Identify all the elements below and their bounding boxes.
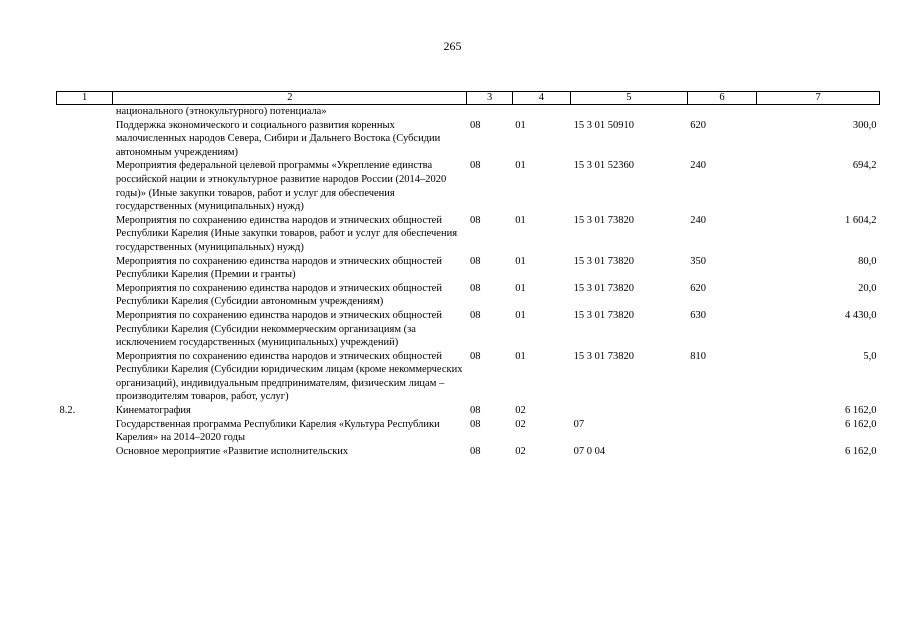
item-name-cell: Кинематография — [115, 405, 191, 417]
column-header: 4 — [512, 92, 570, 105]
expense-type-cell: 350 — [690, 255, 707, 267]
target-article-cell: 07 — [573, 418, 585, 430]
target-article-cell: 15 3 01 73820 — [573, 255, 634, 267]
target-article-cell: 15 3 01 73820 — [573, 282, 634, 294]
amount-cell: 80,0 — [858, 255, 877, 267]
expense-type-cell: 620 — [690, 119, 707, 131]
table-header-row — [57, 92, 880, 105]
item-name-cell: Мероприятия по сохранению единства народов и этнических общностей Республики Карелия (Иные закупки товаров, работ и услуг для обеспечения государственных (муниципальных) нужд) — [115, 214, 458, 253]
row-number-cell — [57, 282, 113, 309]
amount-cell — [757, 105, 880, 119]
row-number-cell — [57, 309, 113, 350]
section-code-cell: 08 — [469, 214, 481, 226]
expense-type-cell: 630 — [690, 309, 707, 321]
table-row — [57, 105, 880, 119]
expense-type-cell: 240 — [690, 160, 707, 172]
target-article-cell: 15 3 01 73820 — [573, 350, 634, 362]
target-article-cell: 15 3 01 73820 — [573, 214, 634, 226]
section-code-cell: 08 — [469, 418, 481, 430]
amount-cell: 694,2 — [852, 160, 877, 172]
expense-type-cell — [687, 404, 756, 418]
target-article-cell — [571, 105, 688, 119]
subsection-code-cell: 02 — [515, 445, 526, 457]
target-article-cell: 07 0 04 — [573, 445, 606, 457]
table-row — [57, 445, 880, 459]
section-code-cell: 08 — [469, 119, 481, 131]
table-row — [57, 350, 880, 404]
column-header: 1 — [57, 92, 113, 105]
section-code-cell: 08 — [469, 445, 481, 457]
subsection-code-cell: 01 — [515, 350, 526, 362]
row-number-cell — [57, 214, 113, 255]
subsection-code-cell: 01 — [515, 214, 526, 226]
amount-cell: 6 162,0 — [845, 405, 877, 417]
section-code-cell: 08 — [469, 309, 481, 321]
table-row — [57, 309, 880, 350]
subsection-code-cell: 01 — [515, 255, 526, 267]
expense-type-cell: 810 — [690, 350, 707, 362]
table-row — [57, 255, 880, 282]
column-header: 5 — [571, 92, 688, 105]
subsection-code-cell: 01 — [515, 160, 526, 172]
item-name-cell: Государственная программа Республики Карелия «Культура Республики Карелия» на 2014–2020 годы — [115, 418, 440, 444]
amount-cell: 1 604,2 — [845, 214, 877, 226]
expense-type-cell: 240 — [690, 214, 707, 226]
table-row — [57, 214, 880, 255]
row-number-cell — [57, 255, 113, 282]
row-number-cell — [57, 350, 113, 404]
amount-cell: 20,0 — [858, 282, 877, 294]
item-name-cell: Мероприятия по сохранению единства народов и этнических общностей Республики Карелия (Субсидии юридическим лицам (кроме некоммерческих организаций), индивидуальным предпринимателям, физическим лицам – производителям товаров, работ, услуг) — [115, 350, 463, 403]
amount-cell: 6 162,0 — [845, 418, 877, 430]
subsection-code-cell: 01 — [515, 282, 526, 294]
page-number: 265 — [443, 39, 462, 53]
expense-type-cell — [687, 445, 756, 459]
row-number-cell — [57, 159, 113, 213]
column-header: 2 — [113, 92, 467, 105]
column-header: 7 — [757, 92, 880, 105]
item-name-cell: Мероприятия федеральной целевой программы «Укрепление единства российской нации и этнокультурное развитие народов России (2014–2020 годы)» (Иные закупки товаров, работ и услуг для обеспечения государственных (муниципальных) нужд) — [115, 160, 447, 213]
section-code-cell: 08 — [469, 255, 481, 267]
amount-cell: 300,0 — [852, 119, 877, 131]
row-number-cell: 8.2. — [59, 405, 76, 417]
row-number-cell — [57, 119, 113, 160]
expense-type-cell — [687, 105, 756, 119]
section-code-cell — [467, 105, 512, 119]
item-name-cell: Мероприятия по сохранению единства народов и этнических общностей Республики Карелия (Субсидии автономным учреждениям) — [115, 282, 442, 308]
column-header: 3 — [467, 92, 512, 105]
amount-cell: 4 430,0 — [845, 309, 877, 321]
table-row — [57, 159, 880, 213]
table-row — [57, 282, 880, 309]
subsection-code-cell — [512, 105, 570, 119]
item-name-cell: Основное мероприятие «Развитие исполнительских — [115, 445, 349, 457]
target-article-cell — [571, 404, 688, 418]
target-article-cell: 15 3 01 73820 — [573, 309, 634, 321]
subsection-code-cell: 01 — [515, 119, 526, 131]
amount-cell: 6 162,0 — [845, 445, 877, 457]
section-code-cell: 08 — [469, 405, 481, 417]
row-number-cell — [57, 445, 113, 459]
subsection-code-cell: 02 — [515, 418, 526, 430]
row-number-cell — [57, 418, 113, 445]
section-code-cell: 08 — [469, 282, 481, 294]
expense-type-cell: 620 — [690, 282, 707, 294]
table-row — [57, 418, 880, 445]
item-name-cell: Поддержка экономического и социального развития коренных малочисленных народов Севера, Сибири и Дальнего Востока (Субсидии автономным учреждениям) — [115, 119, 441, 158]
target-article-cell: 15 3 01 50910 — [573, 119, 634, 131]
row-number-cell — [57, 105, 113, 119]
item-name-cell: национального (этнокультурного) потенциала» — [115, 106, 327, 117]
target-article-cell: 15 3 01 52360 — [573, 160, 634, 172]
item-name-cell: Мероприятия по сохранению единства народов и этнических общностей Республики Карелия (Субсидии некоммерческим организациям (за исключением государственных (муниципальных) учреждений) — [115, 309, 442, 349]
budget-table — [56, 91, 880, 458]
expense-type-cell — [687, 418, 756, 445]
item-name-cell: Мероприятия по сохранению единства народов и этнических общностей Республики Карелия (Премии и гранты) — [115, 255, 442, 281]
subsection-code-cell: 01 — [515, 309, 526, 321]
amount-cell: 5,0 — [863, 350, 877, 362]
section-code-cell: 08 — [469, 350, 481, 362]
table-row — [57, 119, 880, 160]
subsection-code-cell: 02 — [515, 405, 526, 417]
section-code-cell: 08 — [469, 160, 481, 172]
table-row — [57, 404, 880, 418]
column-header: 6 — [687, 92, 756, 105]
